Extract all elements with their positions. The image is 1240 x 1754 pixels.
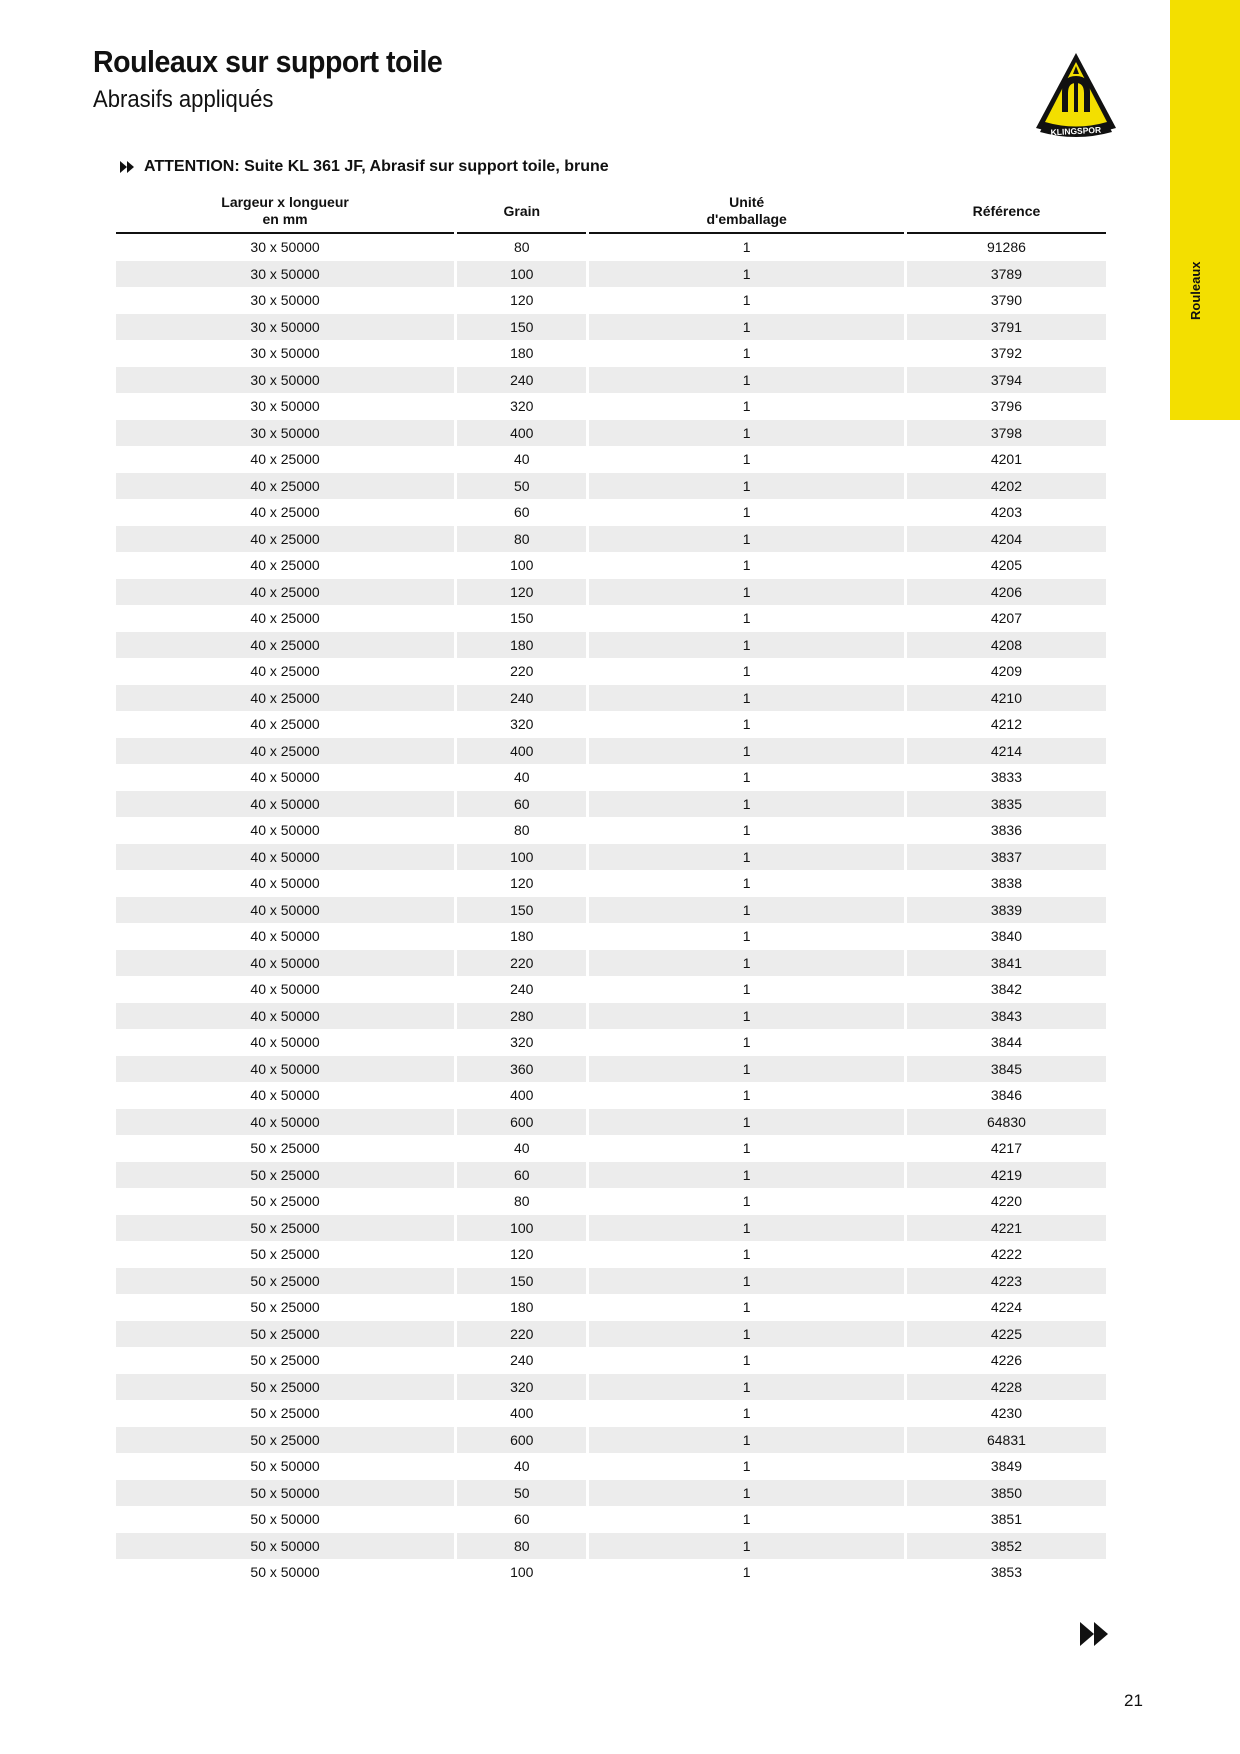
double-arrow-right-icon <box>120 161 134 173</box>
cell-grain: 120 <box>457 579 586 606</box>
cell-grain: 150 <box>457 897 586 924</box>
cell-grain: 320 <box>510 398 534 415</box>
cell-reference: 3836 <box>990 822 1023 839</box>
product-table <box>113 190 1109 1586</box>
cell-unit: 1 <box>742 663 751 680</box>
cell-size: 40 x 25000 <box>250 504 320 521</box>
cell-unit: 1 <box>589 420 903 447</box>
cell-unit: 1 <box>589 1427 903 1454</box>
cell-reference: 3794 <box>907 367 1106 394</box>
cell-size: 50 x 50000 <box>250 1458 320 1475</box>
cell-grain: 40 <box>514 769 530 786</box>
side-tab <box>1170 0 1240 420</box>
cell-unit: 1 <box>742 716 751 733</box>
cell-size: 40 x 25000 <box>116 579 454 606</box>
cell-reference: 3792 <box>990 345 1023 362</box>
cell-size: 50 x 50000 <box>250 1564 320 1581</box>
cell-grain: 600 <box>457 1109 586 1136</box>
cell-unit: 1 <box>742 1246 751 1263</box>
cell-size: 50 x 25000 <box>250 1193 320 1210</box>
cell-unit: 1 <box>589 526 903 553</box>
cell-grain: 220 <box>510 663 534 680</box>
cell-unit: 1 <box>589 1109 903 1136</box>
cell-size: 40 x 25000 <box>250 716 320 733</box>
table-row <box>116 473 1106 500</box>
cell-unit: 1 <box>589 844 903 871</box>
page-number: 21 <box>1124 1691 1143 1710</box>
table-row <box>116 764 1106 791</box>
cell-size: 50 x 25000 <box>116 1268 454 1295</box>
cell-reference: 64831 <box>907 1427 1106 1454</box>
cell-unit: 1 <box>742 822 751 839</box>
cell-size: 50 x 50000 <box>250 1511 320 1528</box>
table-row <box>116 923 1106 950</box>
table-row <box>116 711 1106 738</box>
cell-reference: 3849 <box>990 1458 1023 1475</box>
cell-reference: 91286 <box>986 239 1026 256</box>
cell-reference: 4224 <box>990 1299 1023 1316</box>
table-row <box>116 1294 1106 1321</box>
cell-unit: 1 <box>589 314 903 341</box>
cell-grain: 400 <box>457 738 586 765</box>
cell-unit: 1 <box>589 261 903 288</box>
cell-unit: 1 <box>742 239 751 256</box>
cell-size: 40 x 25000 <box>116 473 454 500</box>
table-row <box>116 1241 1106 1268</box>
cell-grain: 360 <box>457 1056 586 1083</box>
cell-reference: 64830 <box>907 1109 1106 1136</box>
cell-size: 50 x 25000 <box>116 1321 454 1348</box>
cell-grain: 220 <box>457 950 586 977</box>
cell-size: 40 x 50000 <box>116 844 454 871</box>
cell-grain: 150 <box>457 314 586 341</box>
table-row <box>116 1003 1106 1030</box>
table-row <box>116 1109 1106 1136</box>
col-header-unit: Unité d'emballage <box>589 190 903 234</box>
col-header-size: Largeur x longueur en mm <box>116 190 454 234</box>
table-row <box>116 1162 1106 1189</box>
table-row <box>116 552 1106 579</box>
side-tab-label: Rouleaux <box>1188 261 1203 320</box>
cell-grain: 40 <box>514 1140 530 1157</box>
table-row <box>116 1268 1106 1295</box>
table-row <box>116 817 1106 844</box>
cell-grain: 80 <box>514 1193 530 1210</box>
cell-unit: 1 <box>589 579 903 606</box>
cell-size: 50 x 50000 <box>116 1533 454 1560</box>
cell-unit: 1 <box>742 345 751 362</box>
table-header-row <box>116 190 1106 234</box>
table-row <box>116 579 1106 606</box>
cell-unit: 1 <box>589 1215 903 1242</box>
table-row <box>116 1480 1106 1507</box>
cell-unit: 1 <box>742 610 751 627</box>
cell-reference: 4201 <box>990 451 1023 468</box>
cell-reference: 4207 <box>990 610 1023 627</box>
table-body <box>116 234 1106 1586</box>
cell-unit: 1 <box>742 292 751 309</box>
cell-grain: 80 <box>457 1533 586 1560</box>
table-row <box>116 1400 1106 1427</box>
cell-size: 40 x 25000 <box>116 526 454 553</box>
table-row <box>116 658 1106 685</box>
cell-reference: 4214 <box>907 738 1106 765</box>
cell-size: 40 x 50000 <box>116 950 454 977</box>
cell-unit: 1 <box>742 504 751 521</box>
cell-size: 30 x 50000 <box>250 239 320 256</box>
cell-reference: 4209 <box>990 663 1023 680</box>
table-row <box>116 234 1106 261</box>
table-row <box>116 526 1106 553</box>
cell-unit: 1 <box>589 1480 903 1507</box>
table-row <box>116 605 1106 632</box>
table-row <box>116 367 1106 394</box>
cell-unit: 1 <box>742 981 751 998</box>
cell-grain: 400 <box>510 1087 534 1104</box>
klingspor-logo <box>1032 50 1120 138</box>
table-row <box>116 1374 1106 1401</box>
cell-grain: 150 <box>510 610 534 627</box>
cell-reference: 3838 <box>990 875 1023 892</box>
table-row <box>116 897 1106 924</box>
cell-unit: 1 <box>742 1564 751 1581</box>
continue-arrow-icon <box>1080 1622 1108 1646</box>
cell-size: 30 x 50000 <box>250 292 320 309</box>
cell-reference: 4202 <box>907 473 1106 500</box>
table-row <box>116 314 1106 341</box>
cell-unit: 1 <box>742 1140 751 1157</box>
cell-size: 30 x 50000 <box>116 314 454 341</box>
cell-grain: 180 <box>457 632 586 659</box>
table-row <box>116 950 1106 977</box>
cell-reference: 3842 <box>990 981 1023 998</box>
table-row <box>116 1082 1106 1109</box>
cell-reference: 4219 <box>907 1162 1106 1189</box>
page-title: Rouleaux sur support toile <box>93 44 443 79</box>
cell-unit: 1 <box>742 1511 751 1528</box>
cell-reference: 3851 <box>990 1511 1023 1528</box>
cell-size: 40 x 25000 <box>250 663 320 680</box>
cell-grain: 220 <box>457 1321 586 1348</box>
cell-size: 40 x 25000 <box>116 632 454 659</box>
attention-text: ATTENTION: Suite KL 361 JF, Abrasif sur support toile, brune <box>144 158 609 175</box>
cell-grain: 80 <box>457 526 586 553</box>
cell-size: 40 x 50000 <box>250 1034 320 1051</box>
cell-reference: 3846 <box>990 1087 1023 1104</box>
cell-unit: 1 <box>589 1533 903 1560</box>
cell-unit: 1 <box>742 1034 751 1051</box>
table-row <box>116 287 1106 314</box>
cell-reference: 4204 <box>907 526 1106 553</box>
cell-reference: 4223 <box>907 1268 1106 1295</box>
cell-unit: 1 <box>742 1352 751 1369</box>
cell-grain: 320 <box>510 716 534 733</box>
cell-grain: 100 <box>457 844 586 871</box>
cell-grain: 60 <box>514 504 530 521</box>
cell-size: 40 x 25000 <box>250 451 320 468</box>
cell-reference: 3835 <box>907 791 1106 818</box>
cell-reference: 3852 <box>907 1533 1106 1560</box>
logo-text: KLINGSPOR <box>1050 124 1102 138</box>
cell-unit: 1 <box>589 632 903 659</box>
cell-size: 30 x 50000 <box>116 261 454 288</box>
cell-unit: 1 <box>589 1321 903 1348</box>
cell-size: 50 x 25000 <box>250 1140 320 1157</box>
cell-unit: 1 <box>589 738 903 765</box>
table-row <box>116 420 1106 447</box>
table-row <box>116 738 1106 765</box>
cell-grain: 240 <box>510 981 534 998</box>
cell-unit: 1 <box>742 1299 751 1316</box>
table-row <box>116 1453 1106 1480</box>
cell-reference: 4221 <box>907 1215 1106 1242</box>
cell-unit: 1 <box>742 875 751 892</box>
cell-grain: 60 <box>457 791 586 818</box>
table-row <box>116 976 1106 1003</box>
cell-unit: 1 <box>589 1268 903 1295</box>
table-row <box>116 844 1106 871</box>
cell-size: 30 x 50000 <box>116 367 454 394</box>
cell-size: 40 x 50000 <box>250 928 320 945</box>
cell-unit: 1 <box>589 950 903 977</box>
col-header-grain: Grain <box>457 190 586 234</box>
cell-size: 50 x 25000 <box>116 1215 454 1242</box>
table-row <box>116 791 1106 818</box>
cell-unit: 1 <box>742 1193 751 1210</box>
cell-size: 40 x 50000 <box>250 822 320 839</box>
table-row <box>116 1056 1106 1083</box>
cell-grain: 100 <box>510 1564 534 1581</box>
table-row <box>116 685 1106 712</box>
cell-unit: 1 <box>742 1087 751 1104</box>
cell-reference: 4228 <box>907 1374 1106 1401</box>
table-row <box>116 870 1106 897</box>
cell-grain: 320 <box>510 1034 534 1051</box>
product-table-container <box>116 190 1112 1586</box>
cell-reference: 3843 <box>907 1003 1106 1030</box>
table-row <box>116 632 1106 659</box>
cell-grain: 40 <box>514 1458 530 1475</box>
cell-size: 40 x 50000 <box>116 1056 454 1083</box>
cell-grain: 150 <box>457 1268 586 1295</box>
table-row <box>116 261 1106 288</box>
cell-size: 40 x 25000 <box>250 610 320 627</box>
table-row <box>116 1533 1106 1560</box>
cell-reference: 3853 <box>990 1564 1023 1581</box>
cell-grain: 100 <box>510 557 534 574</box>
cell-grain: 60 <box>514 1511 530 1528</box>
cell-size: 30 x 50000 <box>116 420 454 447</box>
cell-unit: 1 <box>742 1458 751 1475</box>
cell-size: 40 x 25000 <box>116 685 454 712</box>
table-row <box>116 1321 1106 1348</box>
cell-unit: 1 <box>742 928 751 945</box>
cell-size: 40 x 50000 <box>116 1003 454 1030</box>
cell-size: 50 x 25000 <box>116 1427 454 1454</box>
cell-reference: 3844 <box>990 1034 1023 1051</box>
cell-size: 40 x 50000 <box>116 1109 454 1136</box>
table-row <box>116 393 1106 420</box>
cell-reference: 3789 <box>907 261 1106 288</box>
cell-unit: 1 <box>589 1374 903 1401</box>
cell-reference: 4208 <box>907 632 1106 659</box>
cell-reference: 4222 <box>990 1246 1023 1263</box>
table-row <box>116 1427 1106 1454</box>
cell-reference: 3845 <box>907 1056 1106 1083</box>
cell-unit: 1 <box>742 398 751 415</box>
cell-reference: 4212 <box>990 716 1023 733</box>
cell-size: 50 x 25000 <box>250 1299 320 1316</box>
table-row <box>116 1506 1106 1533</box>
cell-reference: 3837 <box>907 844 1106 871</box>
table-row <box>116 1135 1106 1162</box>
cell-reference: 4230 <box>990 1405 1023 1422</box>
cell-unit: 1 <box>589 367 903 394</box>
cell-size: 50 x 25000 <box>116 1162 454 1189</box>
cell-unit: 1 <box>589 685 903 712</box>
cell-unit: 1 <box>742 557 751 574</box>
cell-reference: 4210 <box>907 685 1106 712</box>
cell-unit: 1 <box>589 1056 903 1083</box>
cell-grain: 60 <box>457 1162 586 1189</box>
cell-reference: 4206 <box>907 579 1106 606</box>
cell-reference: 4203 <box>990 504 1023 521</box>
cell-reference: 3796 <box>990 398 1023 415</box>
cell-grain: 50 <box>457 1480 586 1507</box>
cell-size: 40 x 25000 <box>116 738 454 765</box>
cell-unit: 1 <box>742 769 751 786</box>
cell-grain: 120 <box>510 292 534 309</box>
cell-grain: 50 <box>457 473 586 500</box>
cell-size: 40 x 50000 <box>250 1087 320 1104</box>
cell-grain: 180 <box>510 928 534 945</box>
cell-reference: 3850 <box>907 1480 1106 1507</box>
cell-size: 50 x 50000 <box>116 1480 454 1507</box>
cell-grain: 240 <box>457 685 586 712</box>
page-subtitle: Abrasifs appliqués <box>93 86 274 113</box>
cell-grain: 400 <box>510 1405 534 1422</box>
cell-unit: 1 <box>589 791 903 818</box>
cell-reference: 4225 <box>907 1321 1106 1348</box>
cell-unit: 1 <box>742 451 751 468</box>
cell-size: 50 x 25000 <box>250 1405 320 1422</box>
table-row <box>116 1215 1106 1242</box>
cell-reference: 3791 <box>907 314 1106 341</box>
cell-grain: 400 <box>457 420 586 447</box>
cell-unit: 1 <box>589 897 903 924</box>
cell-reference: 4205 <box>990 557 1023 574</box>
cell-size: 50 x 25000 <box>250 1352 320 1369</box>
table-row <box>116 1029 1106 1056</box>
cell-unit: 1 <box>742 1405 751 1422</box>
cell-grain: 240 <box>510 1352 534 1369</box>
cell-size: 40 x 50000 <box>250 981 320 998</box>
cell-size: 40 x 25000 <box>250 557 320 574</box>
col-header-reference: Référence <box>907 190 1106 234</box>
cell-size: 30 x 50000 <box>250 345 320 362</box>
cell-unit: 1 <box>589 1003 903 1030</box>
cell-size: 40 x 50000 <box>250 875 320 892</box>
table-row <box>116 446 1106 473</box>
cell-grain: 320 <box>457 1374 586 1401</box>
cell-unit: 1 <box>589 1162 903 1189</box>
cell-grain: 280 <box>457 1003 586 1030</box>
cell-grain: 100 <box>457 261 586 288</box>
cell-grain: 180 <box>510 345 534 362</box>
cell-grain: 100 <box>457 1215 586 1242</box>
cell-unit: 1 <box>589 473 903 500</box>
cell-reference: 3840 <box>990 928 1023 945</box>
table-row <box>116 1188 1106 1215</box>
cell-reference: 4217 <box>990 1140 1023 1157</box>
cell-reference: 3790 <box>990 292 1023 309</box>
cell-size: 30 x 50000 <box>250 398 320 415</box>
cell-grain: 40 <box>514 451 530 468</box>
cell-grain: 120 <box>510 1246 534 1263</box>
table-row <box>116 1559 1106 1586</box>
cell-reference: 4226 <box>990 1352 1023 1369</box>
cell-size: 40 x 50000 <box>116 791 454 818</box>
cell-reference: 3798 <box>907 420 1106 447</box>
cell-grain: 80 <box>514 239 530 256</box>
cell-grain: 80 <box>514 822 530 839</box>
cell-size: 40 x 50000 <box>250 769 320 786</box>
table-row <box>116 1347 1106 1374</box>
cell-size: 50 x 25000 <box>250 1246 320 1263</box>
cell-reference: 3839 <box>907 897 1106 924</box>
cell-size: 40 x 50000 <box>116 897 454 924</box>
table-row <box>116 340 1106 367</box>
attention-note <box>120 158 609 176</box>
cell-grain: 600 <box>457 1427 586 1454</box>
cell-reference: 4220 <box>990 1193 1023 1210</box>
cell-reference: 3841 <box>907 950 1106 977</box>
cell-reference: 3833 <box>990 769 1023 786</box>
cell-grain: 240 <box>457 367 586 394</box>
cell-grain: 180 <box>510 1299 534 1316</box>
cell-grain: 120 <box>510 875 534 892</box>
cell-size: 50 x 25000 <box>116 1374 454 1401</box>
table-row <box>116 499 1106 526</box>
